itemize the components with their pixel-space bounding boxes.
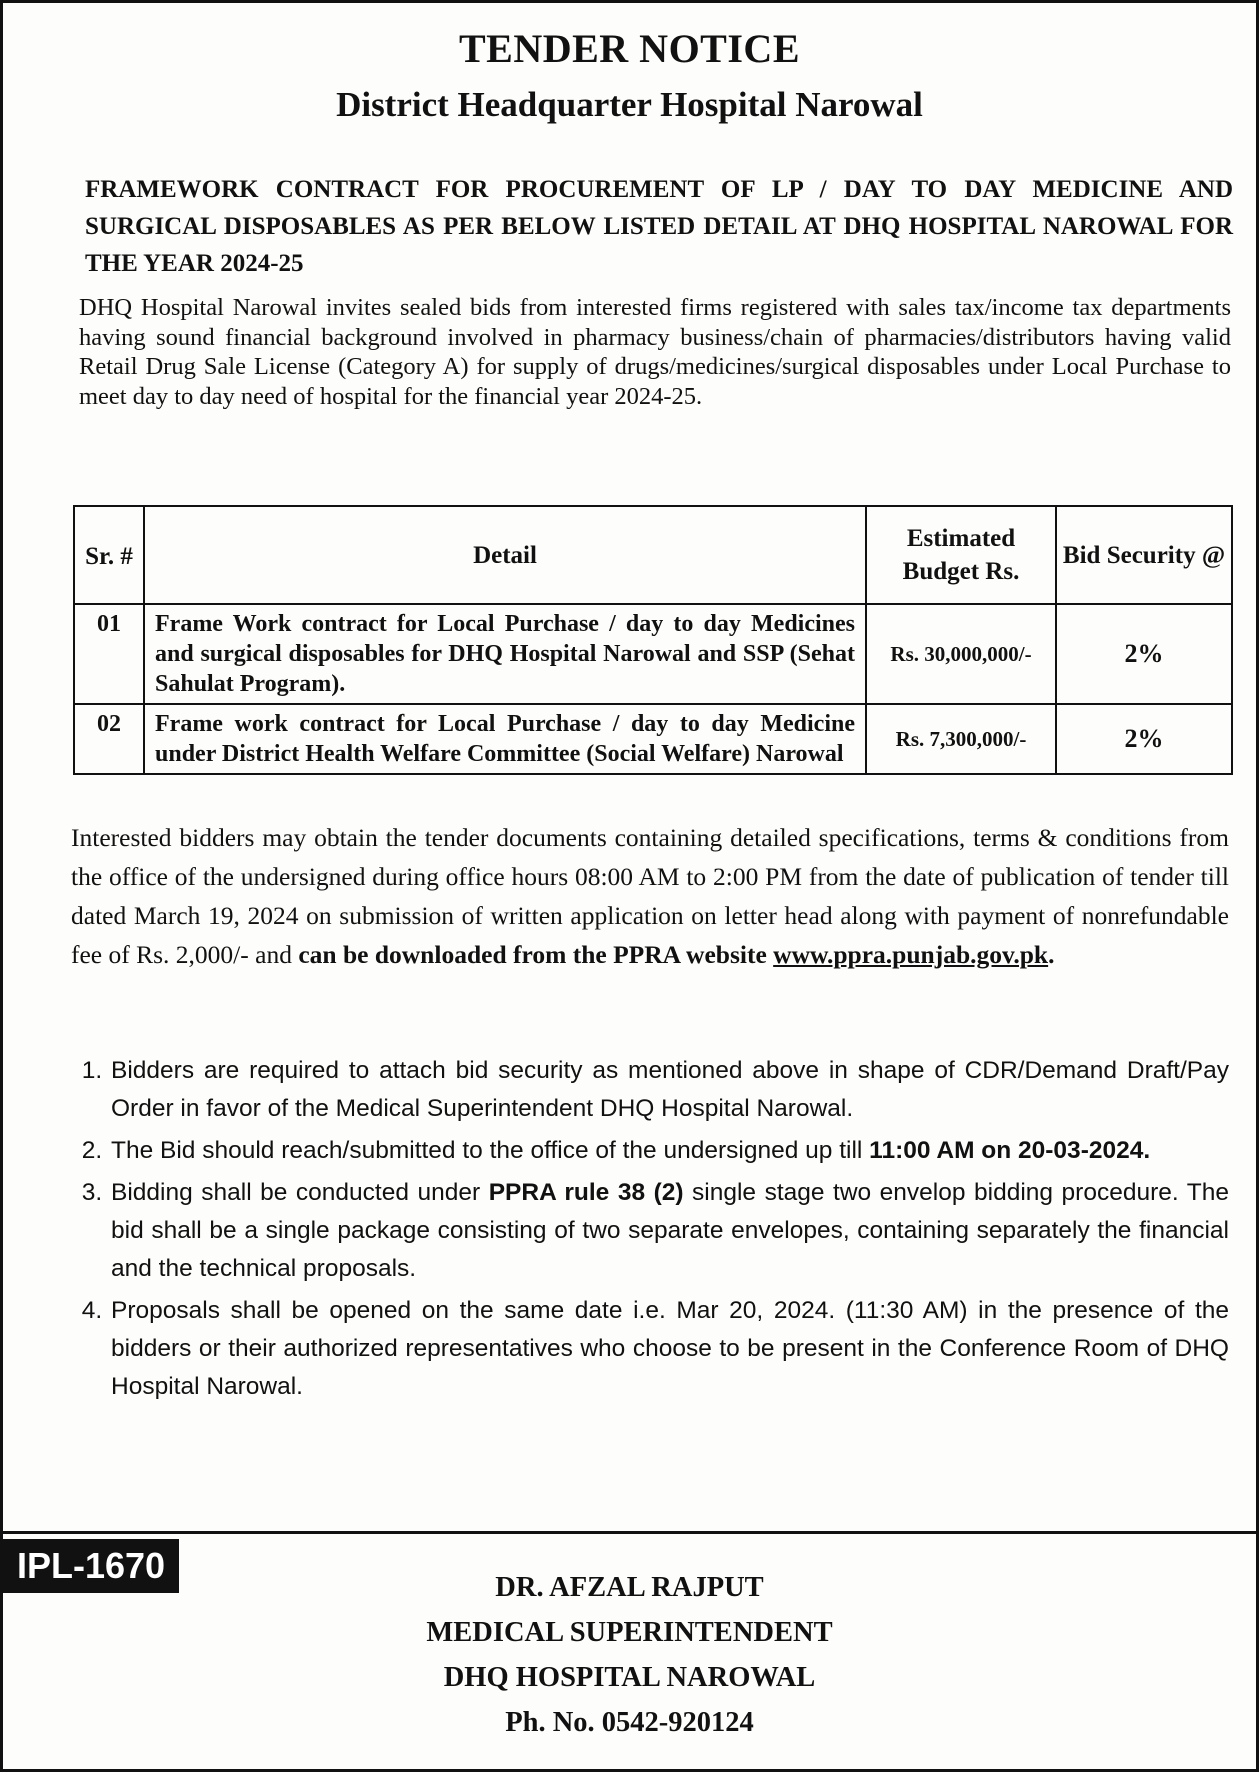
list-item	[109, 1132, 1229, 1170]
row-detail: Frame work contract for Local Purchase / day to day Medicine under District Health Welfare Committee (Social Welfare) Narowal	[144, 704, 866, 774]
row-budget: Rs. 7,300,000/-	[866, 704, 1056, 774]
row-security: 2%	[1056, 704, 1232, 774]
row-security: 2%	[1056, 604, 1232, 704]
row-sr: 01	[74, 604, 144, 704]
contract-heading: FRAMEWORK CONTRACT FOR PROCUREMENT OF LP / DAY TO DAY MEDICINE AND SURGICAL DISPOSABLES AS PER BELOW LISTED DETAIL AT DHQ HOSPITAL NAROWAL FOR THE YEAR 2024-25	[85, 176, 1233, 277]
reference-badge: IPL-1670	[3, 1539, 179, 1593]
footer-divider	[3, 1531, 1256, 1534]
intro-paragraph: DHQ Hospital Narowal invites sealed bids from interested firms registered with sales tax/income tax departments having sound financial background involved in pharmacy business/chain of pharmacies/distributors having valid Retail Drug Sale License (Category A) for supply of drugs/medicines/surgical disposables under Local Purchase to meet day to day need of hospital for the financial year 2024-25.	[79, 294, 1231, 410]
document-info-text: Interested bidders may obtain the tender documents containing detailed specifications, terms & conditions from the office of the undersigned during office hours 08:00 AM to 2:00 PM from the date of publication of tender till dated March 19, 2024 on submission of written application on letter head along with payment of nonrefundable fee of Rs. 2,000/- and	[71, 823, 1229, 969]
notice-subtitle: District Headquarter Hospital Narowal	[336, 85, 923, 124]
list-item	[109, 1174, 1229, 1288]
header-budget: Estimated Budget Rs.	[866, 506, 1056, 604]
signatory-phone: Ph. No. 0542-920124	[505, 1707, 754, 1738]
term-3-text: Bidding shall be conducted under	[111, 1179, 489, 1206]
notice-title: TENDER NOTICE	[458, 26, 800, 71]
ppra-website-link[interactable]: www.ppra.punjab.gov.pk	[773, 940, 1049, 969]
download-note: can be downloaded from the PPRA website	[298, 940, 774, 969]
header-sr: Sr. #	[74, 506, 144, 604]
list-item	[109, 1292, 1229, 1406]
signatory-office: DHQ HOSPITAL NAROWAL	[443, 1662, 816, 1693]
submission-deadline: 11:00 AM on 20-03-2024.	[869, 1137, 1151, 1164]
signature-block	[3, 1565, 1256, 1745]
download-note-end: .	[1048, 940, 1055, 969]
signatory-designation: MEDICAL SUPERINTENDENT	[426, 1617, 833, 1648]
signatory-name: DR. AFZAL RAJPUT	[495, 1572, 764, 1603]
terms-list	[71, 1052, 1229, 1410]
document-info-paragraph	[71, 818, 1229, 974]
table-row	[74, 604, 1232, 704]
term-2-text: The Bid should reach/submitted to the office of the undersigned up till	[111, 1137, 870, 1164]
header-detail: Detail	[144, 506, 866, 604]
row-budget: Rs. 30,000,000/-	[866, 604, 1056, 704]
table-header-row	[74, 506, 1232, 604]
table-row	[74, 704, 1232, 774]
term-3-text-end: single stage two envelop bidding procedure. The bid shall be a single package consisting of two separate envelopes, containing separately the financial and the technical proposals.	[111, 1179, 1229, 1282]
term-4-text: Proposals shall be opened on the same date i.e. Mar 20, 2024. (11:30 AM) in the presence of the bidders or their authorized representatives who choose to be present in the Conference Room of DHQ Hospital Narowal.	[111, 1297, 1229, 1400]
header-security: Bid Security @	[1056, 506, 1232, 604]
tender-table	[73, 505, 1233, 775]
term-1-text: Bidders are required to attach bid security as mentioned above in shape of CDR/Demand Draft/Pay Order in favor of the Medical Superintendent DHQ Hospital Narowal.	[111, 1057, 1229, 1122]
row-sr: 02	[74, 704, 144, 774]
ppra-rule: PPRA rule 38 (2)	[488, 1179, 684, 1206]
list-item	[109, 1052, 1229, 1128]
row-detail: Frame Work contract for Local Purchase / day to day Medicines and surgical disposables for DHQ Hospital Narowal and SSP (Sehat Sahulat Program).	[144, 604, 866, 704]
